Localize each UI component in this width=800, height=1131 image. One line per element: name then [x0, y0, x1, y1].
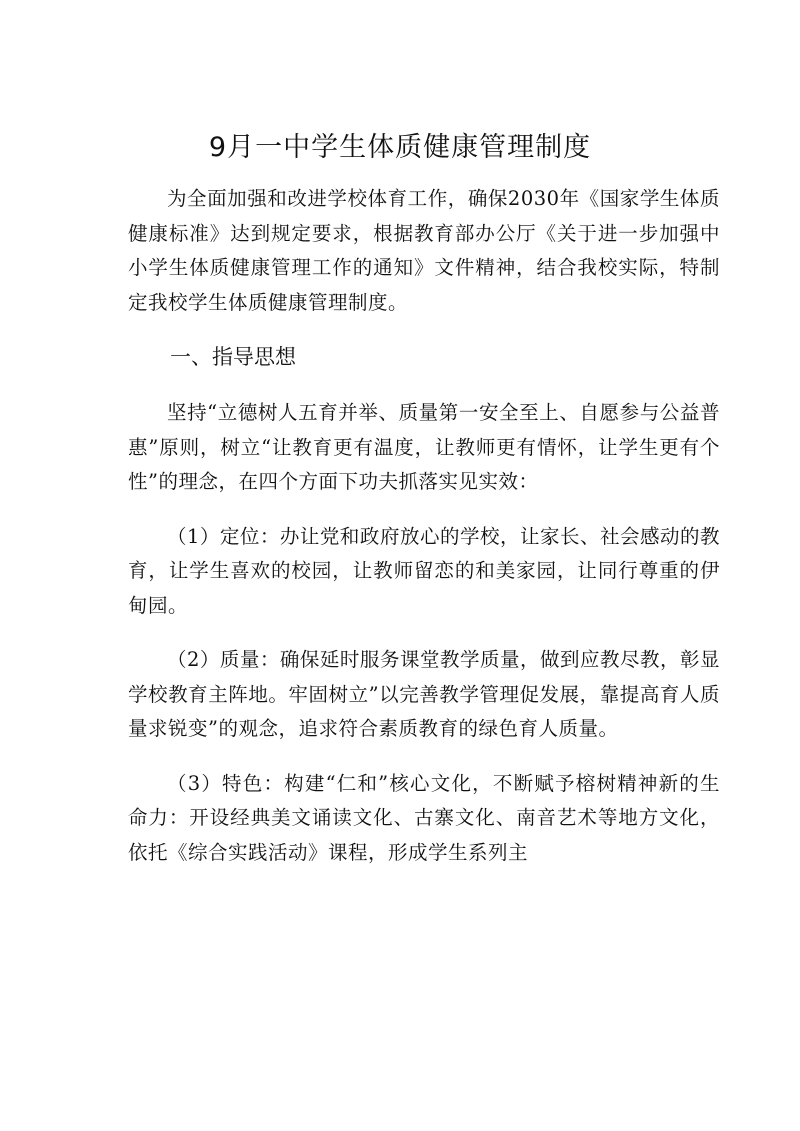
- section-heading-guiding-ideology: 一、指导思想: [170, 345, 296, 369]
- document-body: [128, 182, 720, 890]
- guiding-ideology-paragraph: 坚持“立德树人五育并举、质量第一安全至上、自愿参与公益普惠”原则，树立“让教育更有温度，让教师更有情怀，让学生更有个性”的理念，在四个方面下功夫抓落实见实效：: [128, 401, 720, 493]
- item-quality-paragraph: （2）质量：确保延时服务课堂教学质量，做到应教尽教，彰显学校教育主阵地。牢固树立”以完善教学管理促发展，靠提高育人质量求锐变”的观念，追求符合素质教育的绿色育人质量。: [128, 648, 720, 740]
- document-title: 9月一中学生体质健康管理制度: [208, 132, 592, 163]
- item-positioning-paragraph: （1）定位：办让党和政府放心的学校，让家长、社会感动的教育，让学生喜欢的校园，让教师留恋的和美家园，让同行尊重的伊甸园。: [128, 524, 720, 617]
- intro-paragraph: 为全面加强和改进学校体育工作，确保2030年《国家学生体质健康标准》达到规定要求，根据教育部办公厅《关于进一步加强中小学生体质健康管理工作的通知》文件精神，结合我校实际，特制定我校学生体质健康管理制度。: [128, 187, 720, 314]
- item-characteristics-paragraph: （3）特色：构建“仁和”核心文化，不断赋予榕树精神新的生命力：开设经典美文诵读文化、古寨文化、南音艺术等地方文化，依托《综合实践活动》课程，形成学生系列主: [128, 771, 720, 864]
